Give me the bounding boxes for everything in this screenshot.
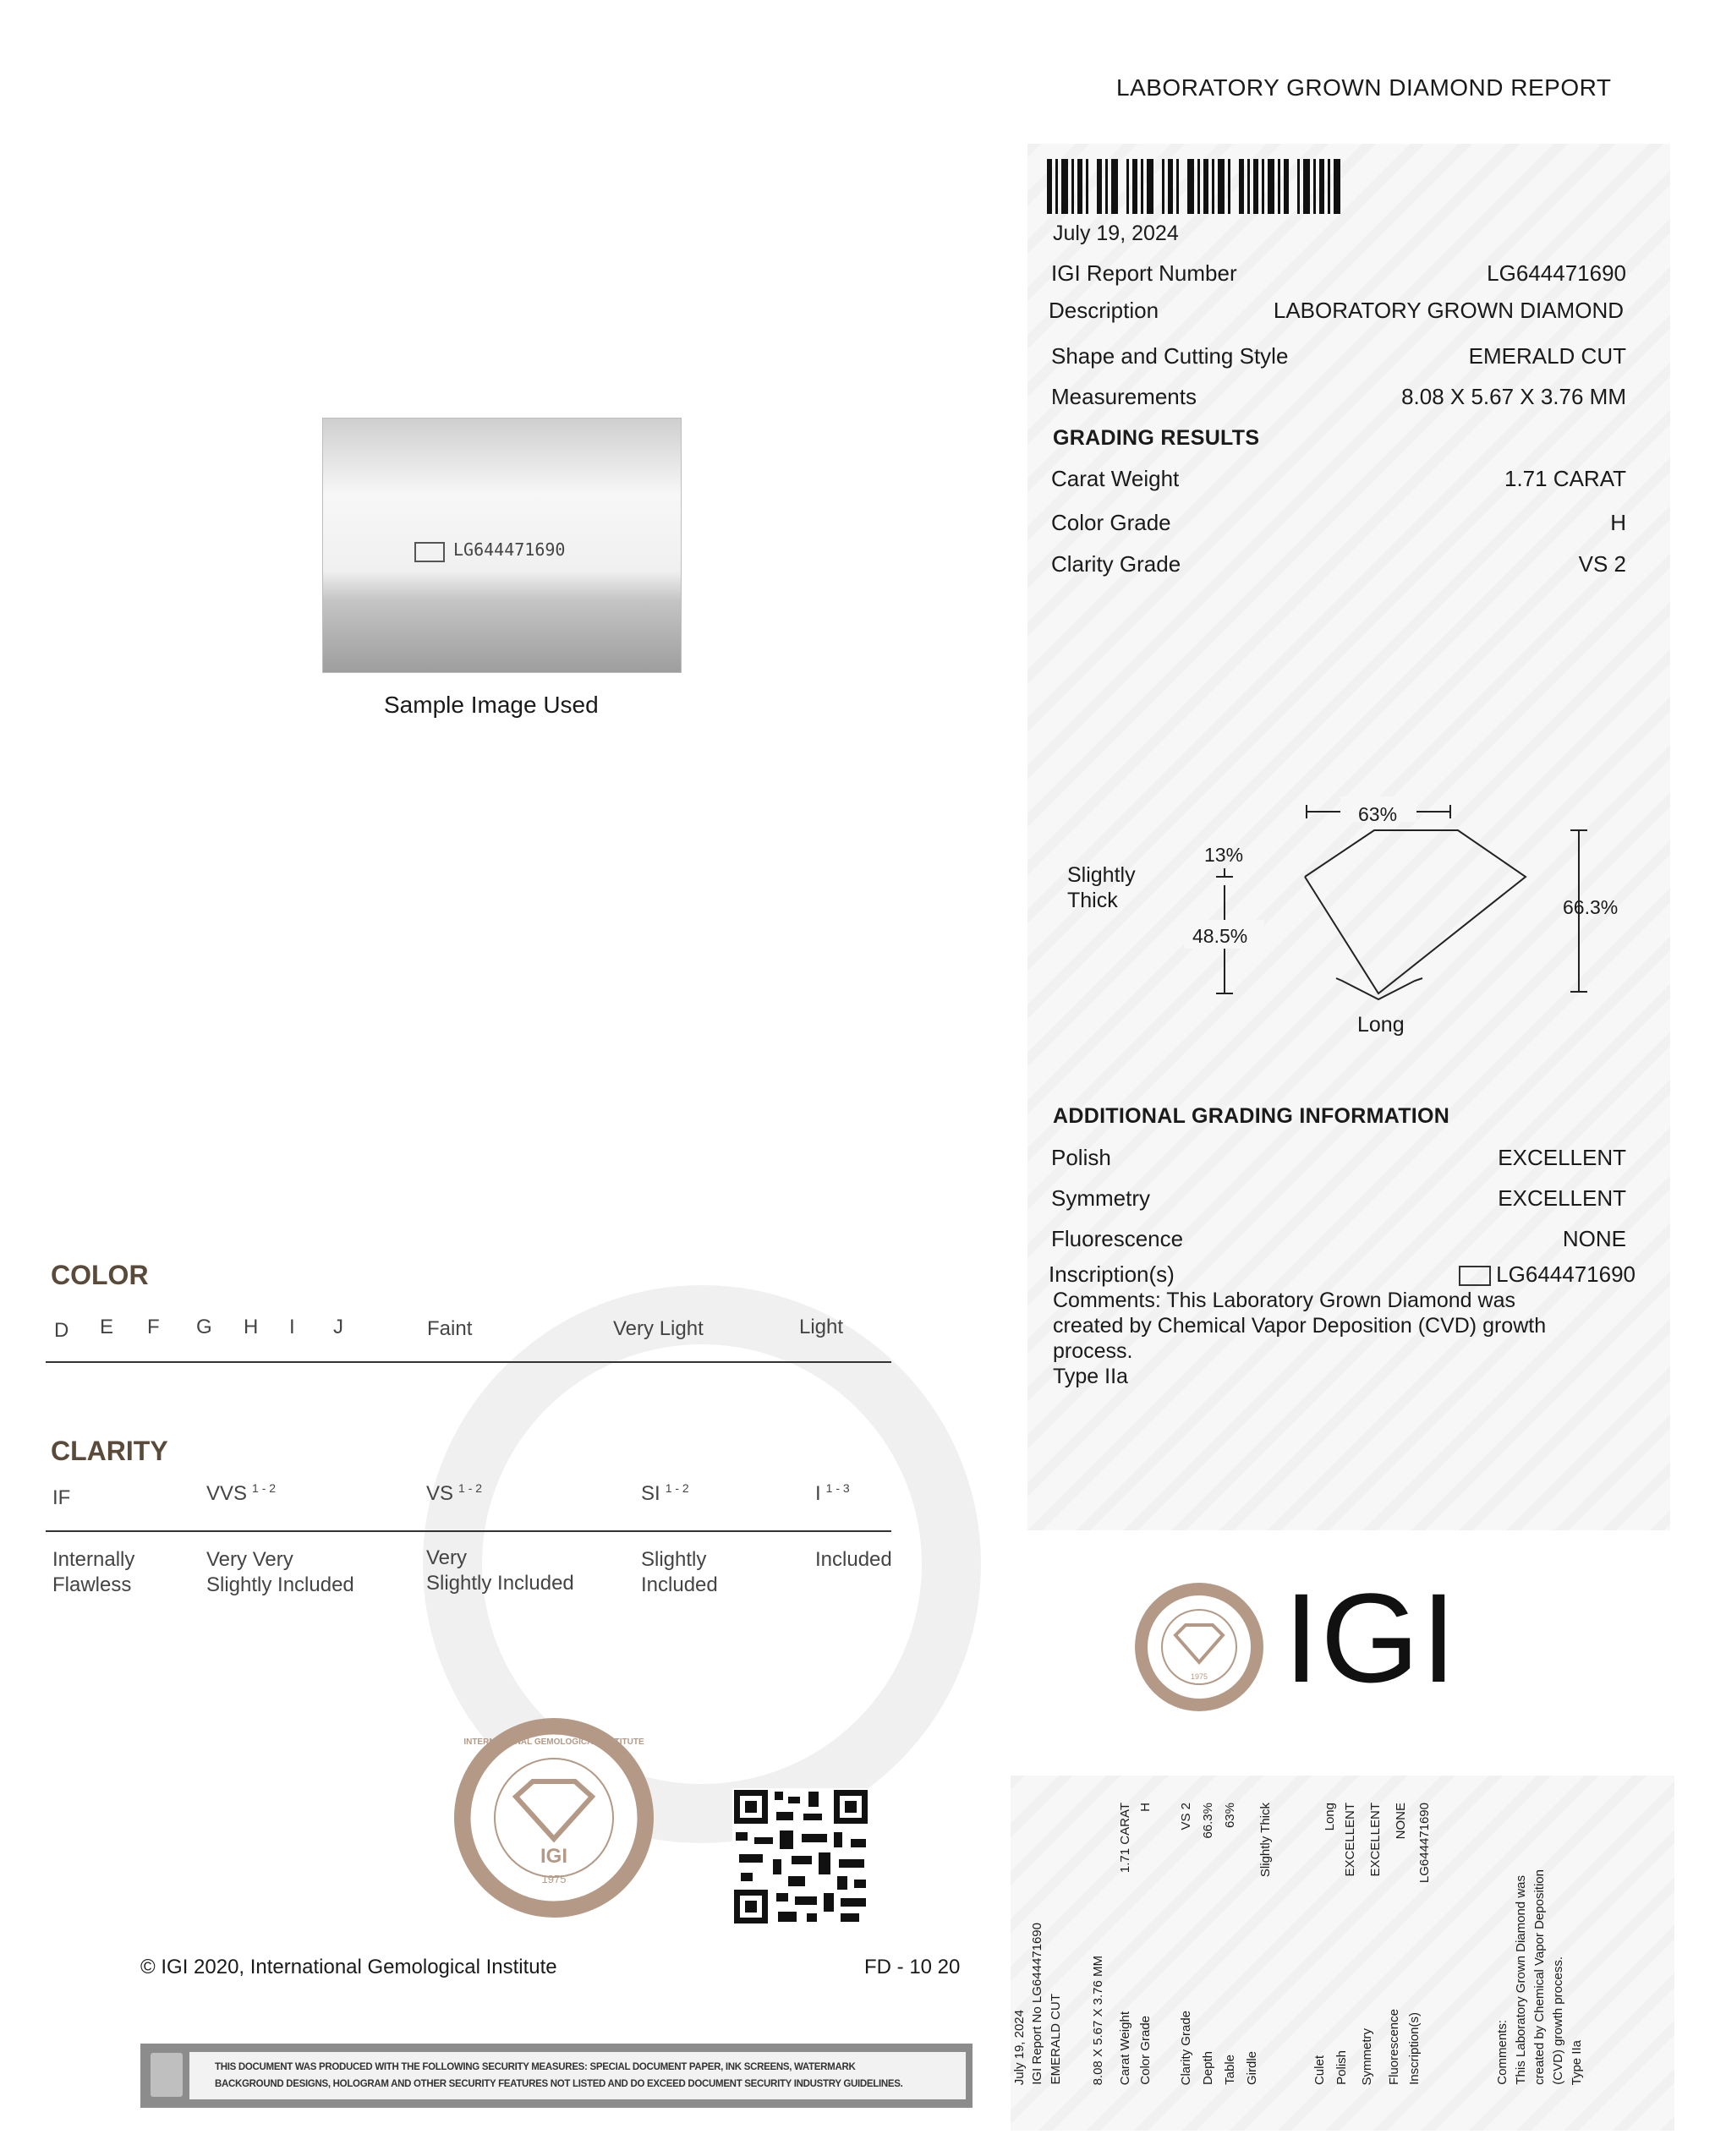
- barcode: [1047, 159, 1395, 214]
- field-label: Symmetry: [1051, 1185, 1150, 1211]
- field-value: VS 2: [1578, 551, 1626, 577]
- field-label: Inscription(s): [1049, 1261, 1175, 1287]
- pavilion-percent: 48.5%: [1192, 925, 1248, 947]
- summary-label-girdle: Girdle: [1245, 2050, 1259, 2085]
- field-value: EMERALD CUT: [1468, 343, 1626, 369]
- clarity-scale-heading: CLARITY: [51, 1436, 168, 1466]
- sample-caption: Sample Image Used: [384, 692, 599, 718]
- clarity-grade-if: IF: [52, 1486, 71, 1509]
- comments: Comments: This Laboratory Grown Diamond was created by Chemical Vapor Deposition (CVD) growth process. Type IIa: [1053, 1289, 1547, 1388]
- summary-value-symmetry: EXCELLENT: [1368, 1803, 1383, 1877]
- igi-logo: IGI: [1284, 1567, 1459, 1709]
- clarity-desc-vvs: Very Very Slightly Included: [206, 1548, 354, 1596]
- color-group-very-light: Very Light: [613, 1317, 704, 1340]
- field-label: Fluorescence: [1051, 1226, 1184, 1251]
- igi-logo-seal-icon: [1131, 1579, 1267, 1715]
- color-grade-e: E: [100, 1316, 114, 1338]
- crown-percent: 13%: [1204, 844, 1244, 866]
- clarity-grade-row: [1051, 551, 1626, 577]
- summary-date: July 19, 2024: [1012, 2009, 1027, 2085]
- measurements-row: [1051, 384, 1626, 410]
- summary-comments-line: Type IIa: [1570, 2039, 1584, 2085]
- color-grade-row: [1051, 510, 1626, 536]
- field-label: Polish: [1051, 1145, 1111, 1170]
- summary-value-inscription: LG644471690: [1417, 1803, 1432, 1884]
- field-label: Description: [1049, 298, 1159, 323]
- summary-value-carat: 1.71 CARAT: [1118, 1803, 1132, 1874]
- igi-mini-logo-icon: [1459, 1266, 1491, 1286]
- document-lock-icon: [151, 2053, 183, 2097]
- seal-year: 1975: [541, 1873, 567, 1885]
- color-scale-line: [46, 1361, 891, 1363]
- summary-value-clarity: VS 2: [1179, 1803, 1193, 1830]
- summary-label-fluorescence: Fluorescence: [1387, 2008, 1401, 2085]
- summary-value-color: H: [1138, 1803, 1153, 1812]
- seal-monogram: IGI: [540, 1845, 568, 1868]
- summary-comments-line: This Laboratory Grown Diamond was: [1514, 1875, 1528, 2085]
- grading-results-heading: GRADING RESULTS: [1053, 426, 1260, 450]
- field-label: Color Grade: [1051, 510, 1171, 535]
- igi-seal-icon: [448, 1712, 660, 1923]
- carat-row: [1051, 466, 1626, 492]
- report-date: July 19, 2024: [1053, 222, 1179, 245]
- symmetry-row: [1051, 1185, 1626, 1212]
- color-grade-d: D: [54, 1319, 69, 1342]
- table-percent: 63%: [1358, 803, 1398, 825]
- summary-label-color: Color Grade: [1138, 2016, 1153, 2085]
- depth-percent: 66.3%: [1563, 896, 1619, 918]
- polish-row: [1051, 1145, 1626, 1171]
- diamond-profile: [1305, 830, 1526, 993]
- color-grade-h: H: [244, 1316, 259, 1338]
- clarity-scale-line: [46, 1530, 891, 1532]
- field-label: Shape and Cutting Style: [1051, 343, 1289, 369]
- report-number-row: [1051, 260, 1626, 287]
- summary-label-table: Table: [1223, 2055, 1237, 2085]
- clarity-grade-vs: VS $^{1 - 2}$: [426, 1481, 483, 1505]
- clarity-desc-vs: Very Slightly Included: [426, 1546, 574, 1595]
- color-grade-j: J: [333, 1316, 343, 1338]
- color-scale-heading: COLOR: [51, 1260, 149, 1290]
- proportions-diagram: [1049, 795, 1657, 1048]
- culet-label: Long: [1357, 1013, 1405, 1037]
- summary-comments-line: (CVD) growth process.: [1551, 1956, 1565, 2085]
- summary-shape: EMERALD CUT: [1049, 1994, 1063, 2085]
- summary-value-culet: Long: [1323, 1803, 1337, 1831]
- summary-comments-line: created by Chemical Vapor Deposition: [1532, 1869, 1547, 2085]
- summary-value-depth: 66.3%: [1201, 1803, 1215, 1839]
- field-value: H: [1610, 510, 1626, 535]
- culet-bracket: [1336, 978, 1422, 999]
- field-value: 1.71 CARAT: [1504, 466, 1626, 491]
- girdle-label: Slightly Thick: [1067, 863, 1136, 912]
- clarity-grade-vvs: VVS $^{1 - 2}$: [206, 1481, 277, 1505]
- summary-label-culet: Culet: [1312, 2055, 1327, 2085]
- field-label: IGI Report Number: [1051, 260, 1237, 286]
- field-label: Carat Weight: [1051, 466, 1180, 491]
- summary-label-symmetry: Symmetry: [1360, 2027, 1374, 2085]
- clarity-desc-if: Internally Flawless: [52, 1548, 135, 1596]
- summary-label-depth: Depth: [1201, 2050, 1215, 2085]
- sample-inscription: LG644471690: [453, 539, 566, 560]
- summary-label-carat: Carat Weight: [1118, 2011, 1132, 2085]
- clarity-desc-si: Slightly Included: [641, 1548, 718, 1596]
- field-label: Clarity Grade: [1051, 551, 1181, 577]
- summary-label-clarity: Clarity Grade: [1179, 2010, 1193, 2085]
- report-title: LABORATORY GROWN DIAMOND REPORT: [1116, 74, 1612, 101]
- summary-value-girdle: Slightly Thick: [1258, 1803, 1273, 1878]
- summary-measurements: 8.08 X 5.67 X 3.76 MM: [1091, 1955, 1105, 2085]
- summary-label-polish: Polish: [1334, 2050, 1349, 2085]
- color-grade-i: I: [289, 1316, 295, 1338]
- summary-value-table: 63%: [1223, 1803, 1237, 1829]
- color-group-light: Light: [799, 1316, 844, 1338]
- summary-report-no: IGI Report No LG644471690: [1030, 1923, 1044, 2085]
- field-value: EXCELLENT: [1498, 1145, 1626, 1170]
- summary-comments-heading: Comments:: [1495, 2020, 1510, 2085]
- field-value: NONE: [1562, 1226, 1626, 1251]
- description-row: [1049, 298, 1624, 324]
- field-value: 8.08 X 5.67 X 3.76 MM: [1401, 384, 1626, 409]
- field-label: Measurements: [1051, 384, 1197, 409]
- form-code: FD - 10 20: [864, 1956, 961, 1978]
- logo-seal-year: 1975: [1190, 1672, 1208, 1681]
- qr-code: [732, 1788, 869, 1925]
- field-value: LABORATORY GROWN DIAMOND: [1273, 298, 1624, 323]
- shape-row: [1051, 343, 1626, 369]
- summary-value-fluorescence: NONE: [1394, 1803, 1408, 1840]
- clarity-grade-si: SI $^{1 - 2}$: [641, 1481, 689, 1505]
- field-value: LG644471690: [1459, 1261, 1636, 1288]
- copyright: © IGI 2020, International Gemological Institute: [140, 1956, 557, 1978]
- inscription-row: [1049, 1261, 1636, 1288]
- clarity-desc-i: Included: [815, 1548, 892, 1571]
- clarity-grade-i: I $^{1 - 3}$: [815, 1481, 850, 1505]
- summary-label-inscription: Inscription(s): [1407, 2012, 1422, 2085]
- color-grade-f: F: [147, 1316, 160, 1338]
- additional-grading-heading: ADDITIONAL GRADING INFORMATION: [1053, 1104, 1450, 1128]
- fluorescence-row: [1051, 1226, 1626, 1252]
- color-grade-g: G: [196, 1316, 212, 1338]
- seal-institute-text: INTERNATIONAL GEMOLOGICAL INSTITUTE: [463, 1737, 644, 1747]
- security-notice: THIS DOCUMENT WAS PRODUCED WITH THE FOLLOWING SECURITY MEASURES: SPECIAL DOCUMENT PAPER, INK SCREENS, WATERMARK BACKGROUND DESIGNS, HOLOGRAM AND OTHER SECURITY FEATURES NOT LISTED AND DO EXCEED DOCUMENT SECURITY INDUSTRY GUIDELINES.: [189, 2052, 966, 2099]
- summary-value-polish: EXCELLENT: [1343, 1803, 1357, 1877]
- field-value: LG644471690: [1487, 260, 1626, 286]
- igi-mini-logo-icon: [414, 542, 445, 562]
- field-value: EXCELLENT: [1498, 1185, 1626, 1211]
- color-group-faint: Faint: [427, 1317, 473, 1340]
